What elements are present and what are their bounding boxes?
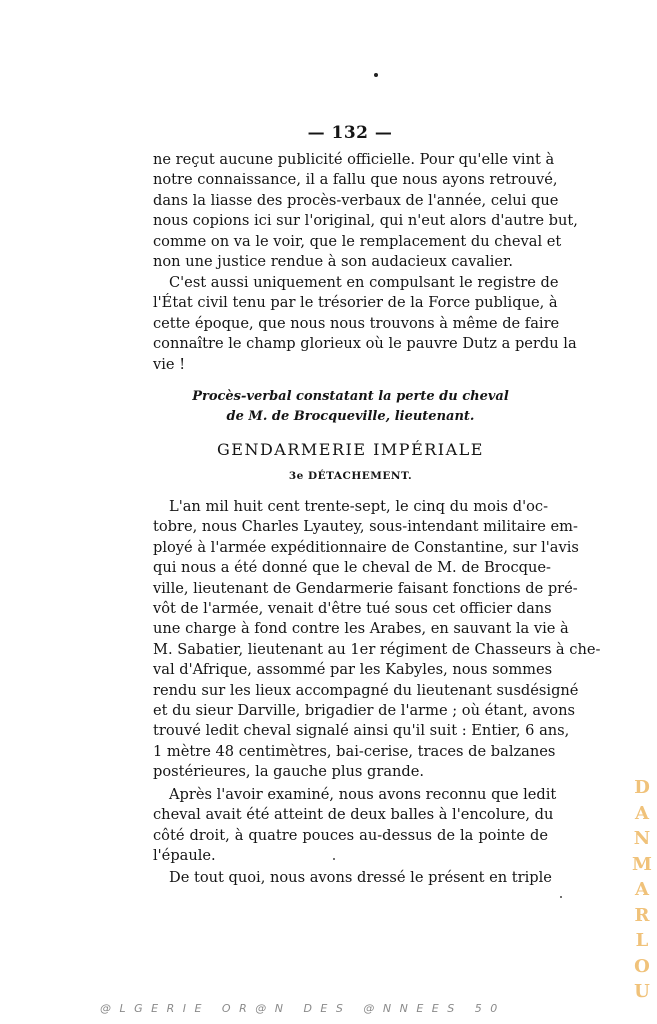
text-line: 1 mètre 48 centimètres, bai-cerise, traces de balzanes [153,742,556,760]
text-line: côté droit, à quatre pouces au-dessus de la pointe de [153,826,548,844]
text-line: tobre, nous Charles Lyautey, sous-intendant militaire em- [153,518,578,536]
caption-line-2: de M. de Brocqueville, lieutenant. [226,409,475,424]
text-line: De tout quoi, nous avons dressé le présent en triple [169,869,552,886]
paragraph-3 [153,497,601,782]
text-line: l'État civil tenu par le trésorier de la Force publique, à [153,294,558,312]
watermark-letter: O [634,955,650,977]
text-line: postérieures, la gauche plus grande. [153,763,425,781]
text-line: cheval avait été atteint de deux balles à l'encolure, du [153,806,554,824]
paragraph-1 [153,150,578,272]
text-line: qui nous a été donné que le cheval de M. de Brocque- [153,559,551,577]
text-line: cette époque, que nous nous trouvons à même de faire [153,314,560,332]
paragraph-5 [153,868,552,888]
text-line: connaître le champ glorieux où le pauvre Dutz a perdu la [153,335,577,353]
watermark-letter: L [635,930,649,951]
text-line: ployé à l'armée expéditionnaire de Constantine, sur l'avis [153,538,579,556]
watermark-letter: D [634,777,650,798]
text-line: une charge à fond contre les Arabes, en sauvant la vie à [153,620,569,638]
caption-line-1: Procès-verbal constatant la perte du cheval [192,389,509,404]
text-line: Après l'avoir examiné, nous avons reconnu que ledit [169,786,557,803]
text-line: C'est aussi uniquement en compulsant le registre de [169,274,559,291]
footer-watermark: @LGERIE OR@N DES @NNEES 50 [100,1002,506,1015]
text-line: trouvé ledit cheval signalé ainsi qu'il suit : Entier, 6 ans, [153,722,570,740]
watermark-letter: R [634,904,650,926]
text-line: comme on va le voir, que le remplacement du cheval et [153,232,562,250]
text-line: et du sieur Darville, brigadier de l'arme ; où étant, avons [153,701,575,719]
ink-speck [333,858,335,860]
text-line: rendu sur les lieux accompagné du lieutenant susdésigné [153,681,579,699]
text-line: M. Sabatier, lieutenant au 1er régiment de Chasseurs à che- [153,640,601,658]
page-number: — 132 — [307,123,393,143]
text-line: non une justice rendue à son audacieux cavalier. [153,252,514,270]
watermark-letter: U [634,981,650,1002]
section-heading: GENDARMERIE IMPÉRIALE [217,440,484,459]
ink-speck [374,73,378,77]
paragraph-2 [153,273,577,375]
text-line: nous copions ici sur l'original, qui n'eut alors d'autre but, [153,212,578,230]
text-line: ne reçut aucune publicité officielle. Pour qu'elle vint à [153,151,555,168]
watermark-letter: M [632,853,652,875]
watermark-letter: N [633,828,651,849]
section-subheading: 3e DÉTACHEMENT. [288,470,413,482]
text-line: dans la liasse des procès-verbaux de l'année, celui que [153,191,559,209]
text-line: l'épaule. [153,847,216,865]
vertical-watermark [632,775,652,1005]
watermark-letter: A [635,879,649,900]
watermark-letter: A [635,802,649,824]
text-line: L'an mil huit cent trente-sept, le cinq du mois d'oc- [169,498,548,515]
text-line: notre connaissance, il a fallu que nous ayons retrouvé, [153,171,558,189]
text-line: val d'Afrique, assommé par les Kabyles, nous sommes [153,661,553,679]
text-line: ville, lieutenant de Gendarmerie faisant fonctions de pré- [153,579,578,597]
paragraph-4 [153,785,557,867]
text-line: vôt de l'armée, venait d'être tué sous cet officier dans [153,599,552,617]
text-line: vie ! [153,355,186,373]
ink-speck [560,896,562,898]
